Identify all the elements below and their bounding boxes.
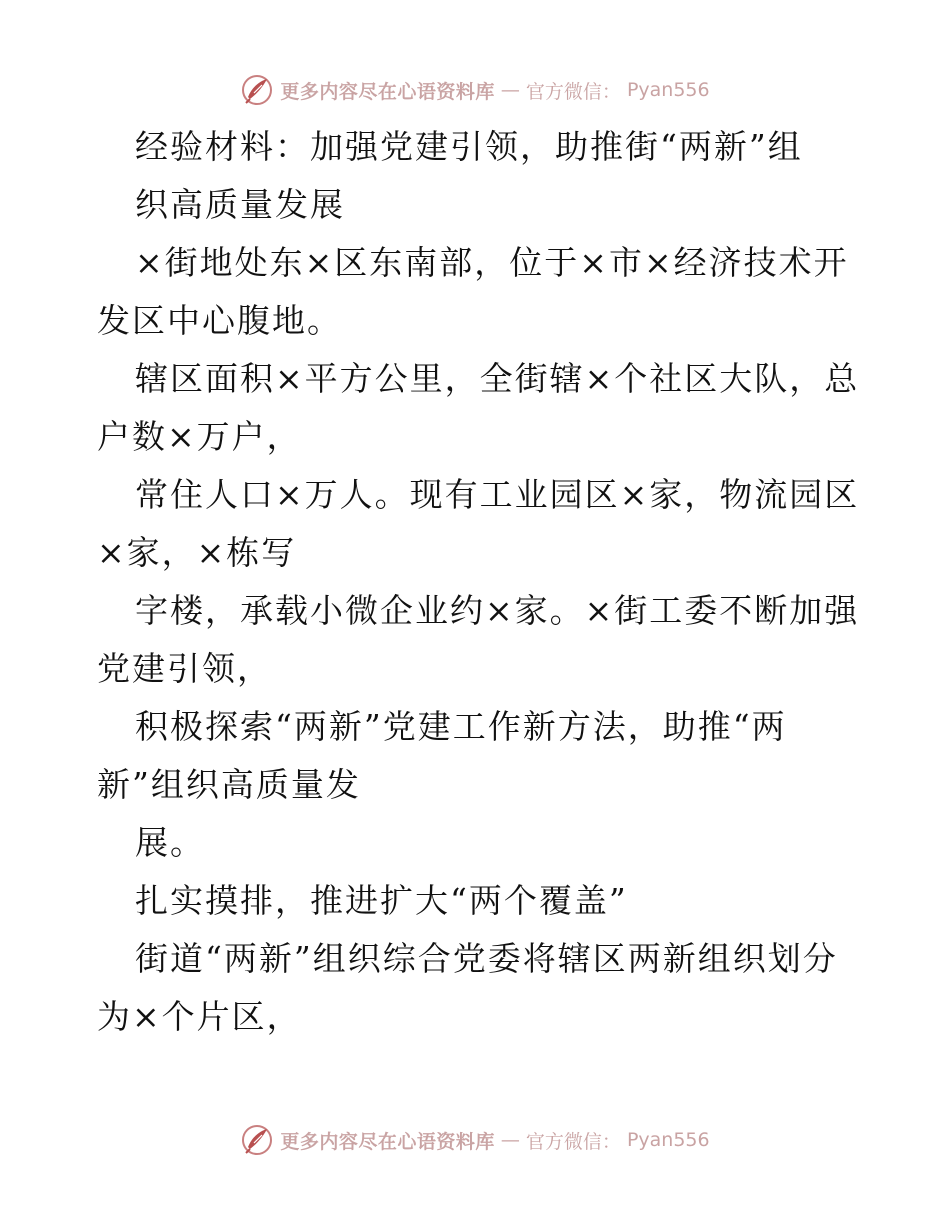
watermark-text: 更多内容尽在心语资料库 (280, 1130, 495, 1153)
paragraph-line: 字楼，承载小微企业约×家。×街工委不断加强 (135, 591, 860, 630)
header-watermark (0, 70, 950, 110)
paragraph-line: 发区中心腹地。 (97, 301, 342, 340)
watermark-text: 更多内容尽在心语资料库 (280, 80, 495, 103)
watermark-wechat-id: Pyan556 (626, 79, 710, 101)
paragraph-line: 为×个片区， (97, 997, 302, 1036)
watermark-contact-label: 官方微信： (525, 1130, 621, 1153)
paragraph-line: 街道“两新”组织综合党委将辖区两新组织划分 (135, 939, 838, 978)
footer-watermark (0, 1120, 950, 1160)
section-heading: 扎实摸排，推进扩大“两个覆盖” (135, 881, 628, 920)
paragraph-line: 常住人口×万人。现有工业园区×家，物流园区 (135, 475, 860, 514)
watermark-wechat-id: Pyan556 (626, 1129, 710, 1151)
title-line-1: 经验材料：加强党建引领，助推街“两新”组 (135, 127, 803, 166)
paragraph-line: 积极探索“两新”党建工作新方法，助推“两 (135, 707, 787, 746)
paragraph-line: 新”组织高质量发 (97, 765, 361, 804)
paragraph-line: ×街地处东×区东南部，位于×市×经济技术开 (135, 243, 849, 282)
paragraph-line: 辖区面积×平方公里，全街辖×个社区大队，总 (135, 359, 860, 398)
quill-logo-icon (240, 73, 274, 107)
watermark-separator: — (500, 1129, 520, 1151)
paragraph-line: 党建引领， (97, 649, 272, 688)
document-body (97, 118, 860, 1046)
paragraph-line: 展。 (135, 823, 205, 862)
watermark-contact-label: 官方微信： (525, 80, 621, 103)
paragraph-line: ×家，×栋写 (97, 533, 297, 572)
quill-logo-icon (240, 1123, 274, 1157)
title-line-2: 织高质量发展 (135, 185, 345, 224)
paragraph-line: 户数×万户， (97, 417, 302, 456)
watermark-separator: — (500, 79, 520, 101)
